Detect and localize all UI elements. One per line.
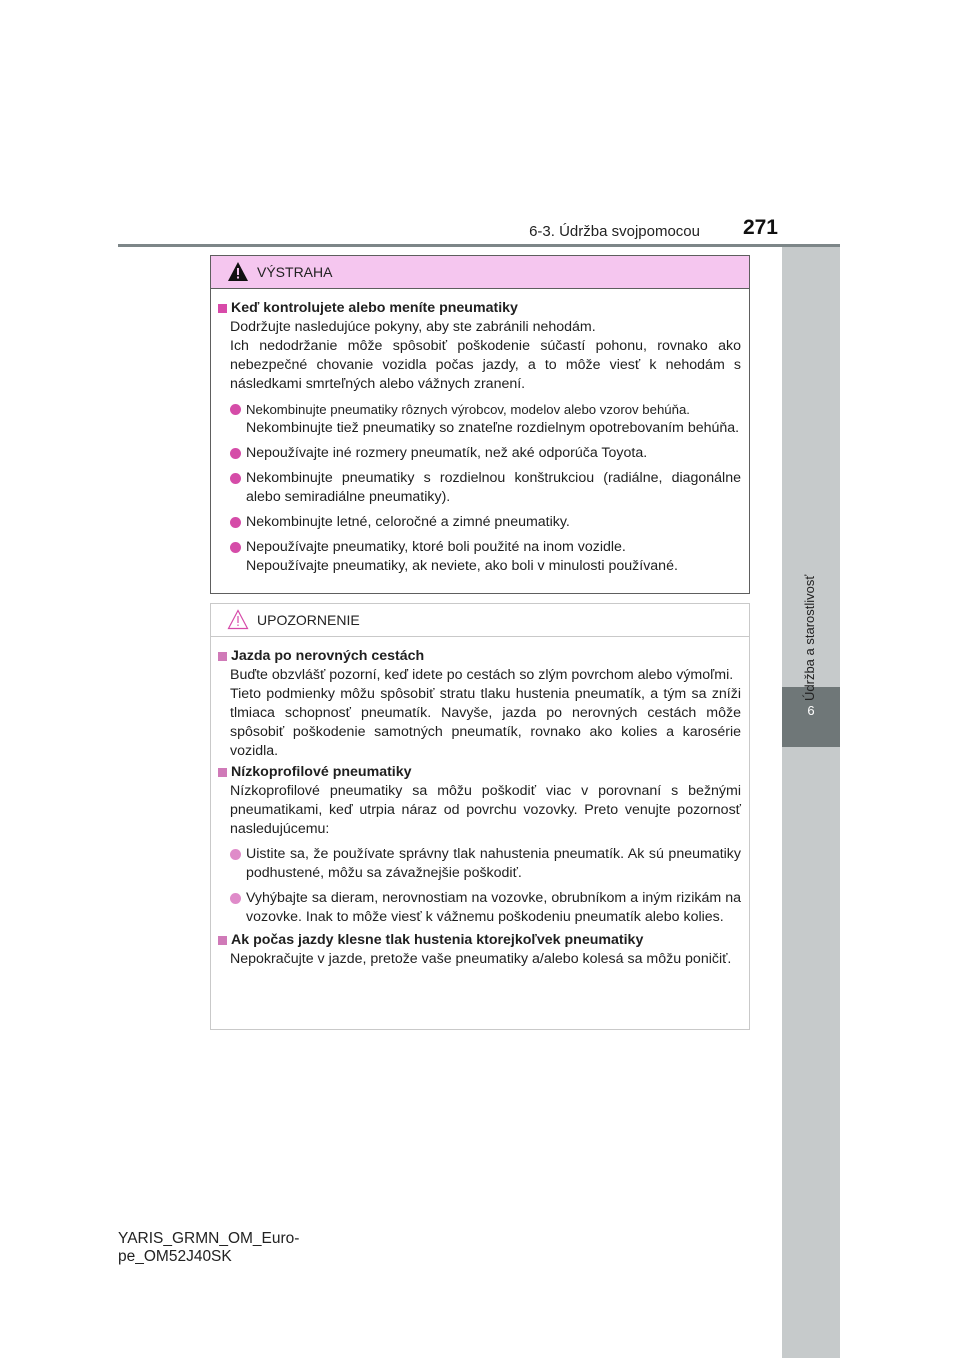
warning-intro-2: Ich nedodržanie môže spôsobiť poškodenie súčastí pohonu, rovnako ako nebezpečné chovanie vozidla počas jazdy, a to môže viesť k nehodám s následkami smrteľných alebo vážnych zranení. (230, 338, 741, 392)
round-bullet-icon (230, 893, 241, 904)
caution-section: Jazda po nerovných cestách Buďte obzvlášť pozorní, keď idete po cestách so zlým povrchom alebo výmoľmi. Tieto podmienky môžu spôsobiť stratu tlaku hustenia pneumatík, a tým sa zníži tlmiaca schopnosť pneumatík. Navyše, jazda po nerovných cestách môže spôsobiť poškodenie samotných pneumatík, rovnako ako kolies a karosérie vozidla. (217, 647, 741, 761)
page-number: 271 (742, 216, 778, 239)
square-bullet-icon (218, 936, 227, 945)
caution-bullet: Uistite sa, že používate správny tlak nahustenia pneumatík. Ak sú pneumatiky podhustené, môžu sa závažnejšie poškodiť. (230, 845, 741, 883)
caution-title: UPOZORNENIE (257, 612, 360, 628)
caution-triangle-icon (227, 609, 249, 630)
warning-body (211, 289, 749, 576)
caution-body (211, 637, 749, 969)
warning-title: VÝSTRAHA (257, 264, 333, 280)
warning-bullet: Nepoužívajte pneumatiky, ktoré boli použité na inom vozidle. Nepoužívajte pneumatiky, ak neviete, ako boli v minulosti používané. (230, 538, 741, 576)
caution-header (211, 604, 749, 637)
round-bullet-icon (230, 404, 241, 415)
caution-section: Nízkoprofilové pneumatiky Nízkoprofilové pneumatiky sa môžu poškodiť viac v porovnaní s bežnými pneumatikami, keď utrpia náraz od povrchu vozovky. Preto venujte pozornosť nasledujúcemu: Uistite sa, že používate správny tlak nahustenia pneumatík. Ak sú pneumatiky podhustené, môžu sa závažnejšie poškodiť. Vyhýbajte sa dieram, nerovnostiam na vozovke, obrubníkom a iným rizikám na vozovke. Inak to môže viesť k vážnemu poškodeniu pneumatík alebo kolies. (217, 763, 741, 927)
warning-header (211, 256, 749, 289)
round-bullet-icon (230, 473, 241, 484)
round-bullet-icon (230, 849, 241, 860)
header-divider (118, 244, 840, 247)
square-bullet-icon (218, 652, 227, 661)
chapter-label: Údržba a starostlivosť (802, 575, 817, 702)
section-title: 6-3. Údržba svojpomocou (529, 223, 700, 240)
caution-section: Ak počas jazdy klesne tlak hustenia ktorejkoľvek pneumatiky Nepokračujte v jazde, pretože vaše pneumatiky a/alebo kolesá sa môžu poničiť. (217, 931, 741, 969)
round-bullet-icon (230, 517, 241, 528)
square-bullet-icon (218, 304, 227, 313)
round-bullet-icon (230, 542, 241, 553)
warning-bullet: Nekombinujte letné, celoročné a zimné pneumatiky. (230, 513, 741, 532)
caution-bullet: Vyhýbajte sa dieram, nerovnostiam na vozovke, obrubníkom a iným rizikám na vozovke. Inak to môže viesť k vážnemu poškodeniu pneumatík alebo kolies. (230, 889, 741, 927)
warning-bullet: Nekombinujte pneumatiky rôznych výrobcov, modelov alebo vzorov behúňa. Nekombinujte tiež pneumatiky so znateľne rozdielnym opotrebovaním behúňa. (230, 400, 741, 438)
warning-bullet: Nepoužívajte iné rozmery pneumatík, než aké odporúča Toyota. (230, 444, 741, 463)
warning-section-title: Keď kontrolujete alebo meníte pneumatiky (217, 299, 741, 318)
warning-bullet: Nekombinujte pneumatiky s rozdielnou konštrukciou (radiálne, diagonálne alebo semiradiálne pneumatiky). (230, 469, 741, 507)
round-bullet-icon (230, 448, 241, 459)
warning-box (210, 255, 750, 594)
chapter-number: 6 (782, 687, 840, 747)
square-bullet-icon (218, 768, 227, 777)
caution-box (210, 603, 750, 1030)
document-code: YARIS_GRMN_OM_Euro- pe_OM52J40SK (118, 1230, 300, 1265)
warning-triangle-icon (227, 261, 249, 282)
warning-intro-1: Dodržujte nasledujúce pokyny, aby ste zabránili nehodám. (230, 319, 596, 335)
